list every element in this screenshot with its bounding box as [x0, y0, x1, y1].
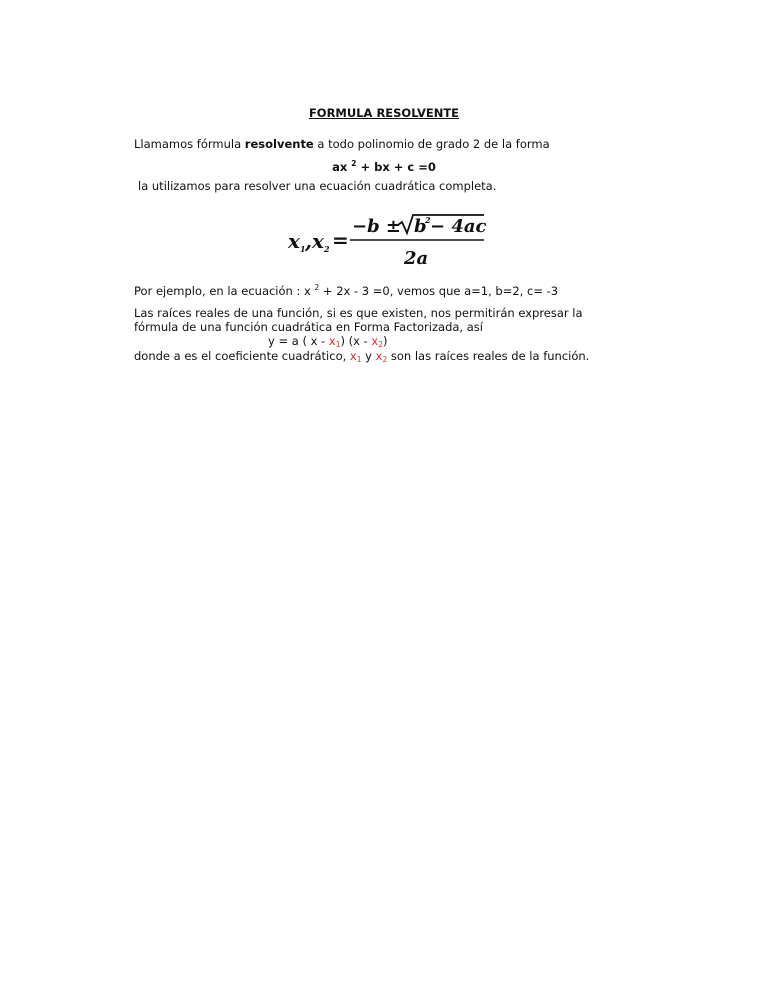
paragraph-line-4: [134, 351, 589, 364]
line4-root-x1: x: [349, 349, 357, 363]
general-form-a: ax: [332, 160, 348, 174]
intro-after: a todo polinomio de grado 2 de la forma: [313, 137, 550, 151]
factorized-end: ): [382, 334, 388, 348]
formula-lhs-sub1: 1: [300, 244, 306, 254]
formula-radicand-exp: 2: [425, 215, 431, 225]
intro-line: [134, 139, 550, 151]
line4-y: y: [361, 349, 376, 363]
formula-radicand-b: b: [414, 216, 427, 237]
line4-end: son las raíces reales de la función.: [387, 349, 590, 363]
general-form: [0, 160, 768, 174]
formula-numerator-pre: −b ±: [352, 216, 402, 237]
line4-pre: donde a es el coeficiente cuadrático,: [134, 349, 350, 363]
formula-radicand-rest: − 4ac: [430, 216, 486, 237]
factorized-mid: ) (x -: [340, 334, 372, 348]
line4-root-x1-sub: 1: [356, 355, 362, 364]
example-line: [134, 284, 558, 298]
formula-denominator: 2a: [404, 248, 429, 269]
example-after: + 2x - 3 =0, vemos que a=1, b=2, c= -3: [319, 284, 559, 298]
formula-lhs-comma: ,: [305, 229, 312, 253]
usage-line: la utilizamos para resolver una ecuación cuadrática completa.: [138, 179, 497, 193]
factorized-form: [268, 336, 387, 349]
root-x1-sub: 1: [335, 340, 341, 349]
line4-root-x2: x: [375, 349, 383, 363]
factorized-pre: y = a ( x -: [268, 334, 329, 348]
intro-keyword: resolvente: [244, 137, 314, 151]
formula-lhs-x2: x: [312, 229, 324, 253]
page-title: FORMULA RESOLVENTE: [308, 106, 460, 120]
paragraph-line-2: fórmula de una función cuadrática en Forma Factorizada, así: [134, 320, 483, 334]
root-x2: x: [371, 334, 379, 348]
root-x1: x: [328, 334, 336, 348]
general-form-rest: + bx + c =0: [356, 160, 436, 174]
formula-lhs-sub2: 2: [324, 244, 330, 254]
general-form-exp: 2: [351, 159, 357, 168]
formula-equals: =: [332, 228, 349, 252]
line4-root-x2-sub: 2: [382, 355, 388, 364]
example-before: Por ejemplo, en la ecuación : x: [134, 284, 311, 298]
root-x2-sub: 2: [378, 340, 383, 349]
example-exp: 2: [314, 283, 320, 292]
intro-before: Llamamos fórmula: [134, 137, 245, 151]
quadratic-formula: [286, 214, 486, 270]
paragraph-line-1: Las raíces reales de una función, si es que existen, nos permitirán expresar la: [134, 306, 583, 320]
formula-lhs-x1: x: [288, 229, 300, 253]
